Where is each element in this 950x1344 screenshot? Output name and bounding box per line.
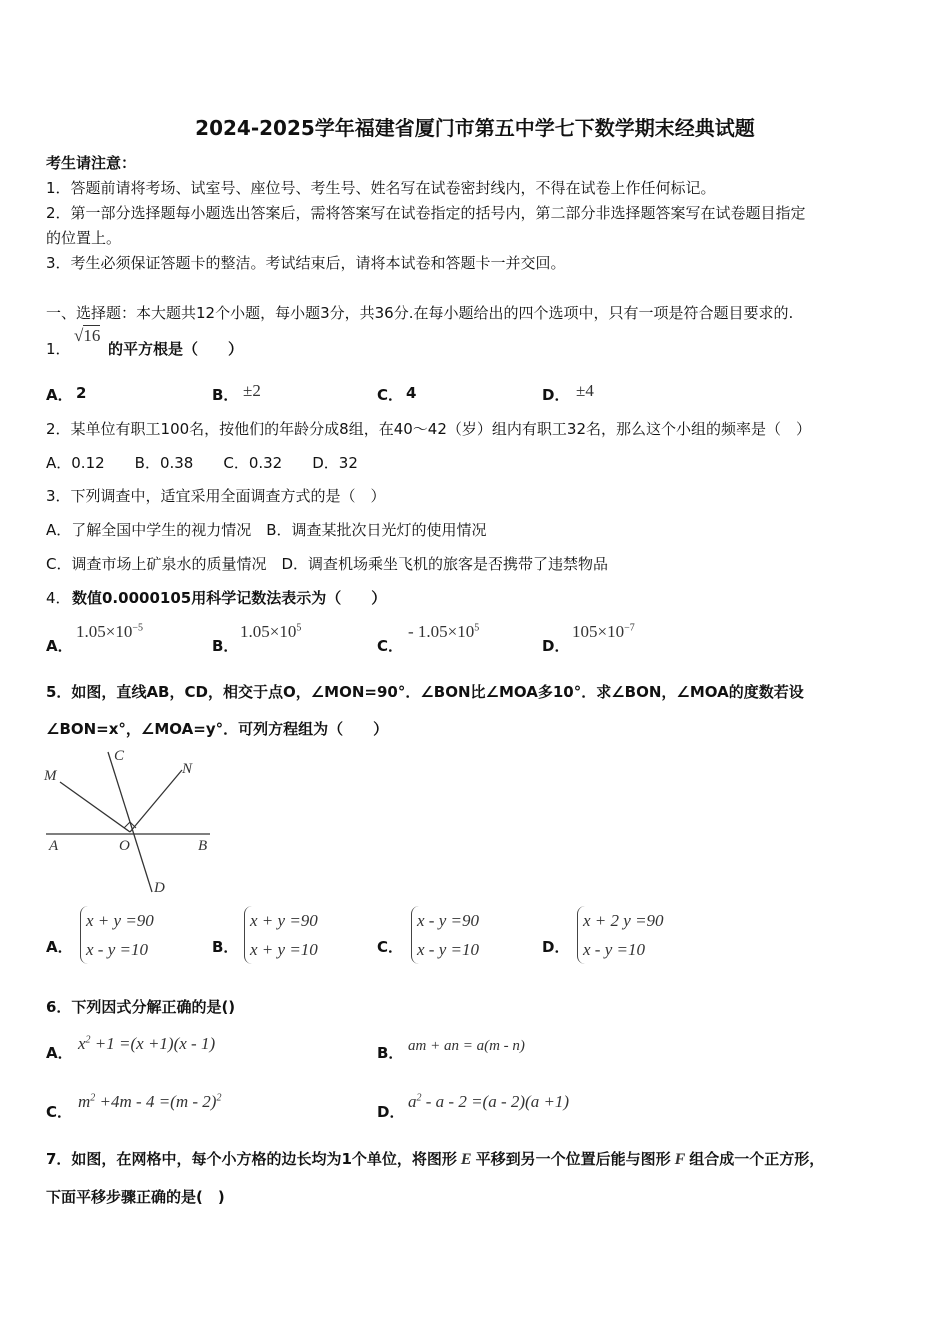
q1-radicand: 16: [83, 326, 101, 345]
q4-c-base: - 1.05×10: [408, 622, 475, 641]
q2-options: A．0.12 B．0.38 C．0.32 D．32: [46, 454, 358, 472]
q4-option-d: [572, 622, 635, 642]
q1-option-c: 4: [406, 384, 417, 402]
q6-c-pre: m: [78, 1092, 91, 1111]
q6-stem: 6．下列因式分解正确的是(): [46, 998, 236, 1016]
label-a: A: [49, 838, 59, 854]
q5-system-b: [244, 906, 318, 964]
q3-options-line1: A．了解全国中学生的视力情况 B．调查某批次日光灯的使用情况: [46, 521, 487, 539]
q1-number: 1．: [46, 340, 71, 358]
option-label: C．: [377, 938, 404, 956]
q6-d-post: - a - 2 =(a - 2)(a +1): [421, 1092, 570, 1111]
q4-option-b: [240, 622, 301, 642]
notice-heading: 考生请注意：: [46, 154, 137, 172]
option-label: B．: [377, 1044, 404, 1062]
equation: x - y =10: [417, 940, 479, 959]
notice-item: 3．考生必须保证答题卡的整洁。考试结束后，请将本试卷和答题卡一并交回。: [46, 254, 566, 272]
option-label: D．: [542, 938, 570, 956]
q7-part2: 平移到另一个位置后能与图形: [475, 1150, 671, 1168]
q7-stem-line1: [46, 1148, 824, 1169]
option-label: A．: [46, 938, 73, 956]
q6-a-post: +1 =(x +1)(x - 1): [90, 1034, 216, 1053]
q5-stem-line1: 5．如图，直线AB，CD，相交于点O，∠MON=90°．∠BON比∠MOA多10°．求∠BON，∠MOA的度数若设: [46, 683, 804, 701]
section-heading: 一、选择题：本大题共12个小题，每小题3分，共36分.在每小题给出的四个选项中，只有一项是符合题目要求的.: [46, 304, 794, 322]
page-title: 2024-2025学年福建省厦门市第五中学七下数学期末经典试题: [195, 116, 755, 140]
label-o: O: [119, 838, 130, 854]
q6-option-c: [78, 1092, 221, 1112]
q6-c-post: +4m - 4 =(m - 2): [95, 1092, 217, 1111]
option-label: C．: [46, 1103, 73, 1121]
q7-part3: 组合成一个正方形，: [689, 1150, 825, 1168]
q1-sqrt: √16: [74, 326, 101, 345]
q6-option-d: [408, 1092, 569, 1112]
q4-option-a: [76, 622, 143, 642]
q5-figure: [40, 742, 220, 900]
q4-d-base: 105×10: [572, 622, 625, 641]
equation: x - y =90: [417, 911, 479, 930]
option-label: D．: [542, 386, 570, 404]
equation: x - y =10: [583, 940, 645, 959]
option-label: C．: [377, 386, 404, 404]
q6-d-pre: a: [408, 1092, 417, 1111]
q6-a-pre: x: [78, 1034, 86, 1053]
label-d: D: [154, 880, 165, 896]
option-label: A．: [46, 1044, 73, 1062]
q5-stem-line2: ∠BON=x°，∠MOA=y°．可列方程组为（ ）: [46, 720, 389, 738]
equation: x + y =10: [250, 940, 318, 959]
option-label: B．: [212, 386, 239, 404]
q3-stem: 3．下列调查中，适宜采用全面调查方式的是（ ）: [46, 487, 386, 505]
q6-c-sup: 2: [90, 1092, 96, 1104]
q4-b-base: 1.05×10: [240, 622, 297, 641]
label-m: M: [44, 768, 57, 784]
option-label: D．: [377, 1103, 405, 1121]
q4-d-exp: −7: [624, 622, 635, 634]
q4-number: 4．: [46, 589, 71, 607]
label-c: C: [114, 748, 125, 764]
equation: x + y =90: [86, 911, 154, 930]
option-label: A．: [46, 386, 73, 404]
q6-d-sup: 2: [416, 1092, 422, 1104]
q4-stem: 数值0.0000105用科学记数法表示为（ ）: [72, 589, 387, 607]
q4-a-base: 1.05×10: [76, 622, 133, 641]
q2-stem: 2．某单位有职工100名，按他们的年龄分成8组，在40～42（岁）组内有职工32名，那么这个小组的频率是（ ）: [46, 420, 811, 438]
notice-item: 1．答题前请将考场、试室号、座位号、考生号、姓名写在试卷密封线内，不得在试卷上作任何标记。: [46, 179, 716, 197]
option-label: B．: [212, 938, 239, 956]
option-label: C．: [377, 637, 404, 655]
q1-stem: 的平方根是（ ）: [108, 340, 244, 358]
q6-a-sup: 2: [85, 1034, 91, 1046]
label-n: N: [182, 761, 193, 777]
q5-system-d: [577, 906, 664, 964]
q6-option-a: [78, 1034, 215, 1054]
q4-option-c: [408, 622, 479, 642]
equation: x - y =10: [86, 940, 148, 959]
option-label: A．: [46, 637, 73, 655]
q3-options-line2: C．调查市场上矿泉水的质量情况 D．调查机场乘坐飞机的旅客是否携带了违禁物品: [46, 555, 609, 573]
label-b: B: [198, 838, 208, 854]
q6-c-sup2: 2: [216, 1092, 222, 1104]
q7-part1: 7．如图，在网格中，每个小方格的边长均为1个单位，将图形: [46, 1150, 457, 1168]
q4-c-exp: 5: [474, 622, 480, 634]
q4-a-exp: −5: [132, 622, 143, 634]
option-label: B．: [212, 637, 239, 655]
q7-shape-e: E: [460, 1151, 472, 1168]
q6-b-pre: am + an = a(m - n): [408, 1038, 525, 1054]
q1-option-b: ±2: [243, 381, 261, 400]
notice-item: 2．第一部分选择题每小题选出答案后，需将答案写在试卷指定的括号内，第二部分非选择题答案写在试卷题目指定: [46, 204, 806, 222]
ray-on: [130, 770, 182, 832]
option-label: D．: [542, 637, 570, 655]
q7-shape-f: F: [674, 1151, 686, 1168]
q1-option-a: 2: [76, 384, 87, 402]
q5-system-c: [411, 906, 479, 964]
equation: x + y =90: [250, 911, 318, 930]
q5-system-a: [80, 906, 154, 964]
equation: x + 2 y =90: [583, 911, 664, 930]
q4-b-exp: 5: [296, 622, 302, 634]
q1-option-d: ±4: [576, 381, 594, 400]
notice-item: 的位置上。: [46, 229, 122, 247]
q6-option-b: [408, 1038, 525, 1055]
q7-stem-line2: 下面平移步骤正确的是( ): [46, 1188, 225, 1206]
